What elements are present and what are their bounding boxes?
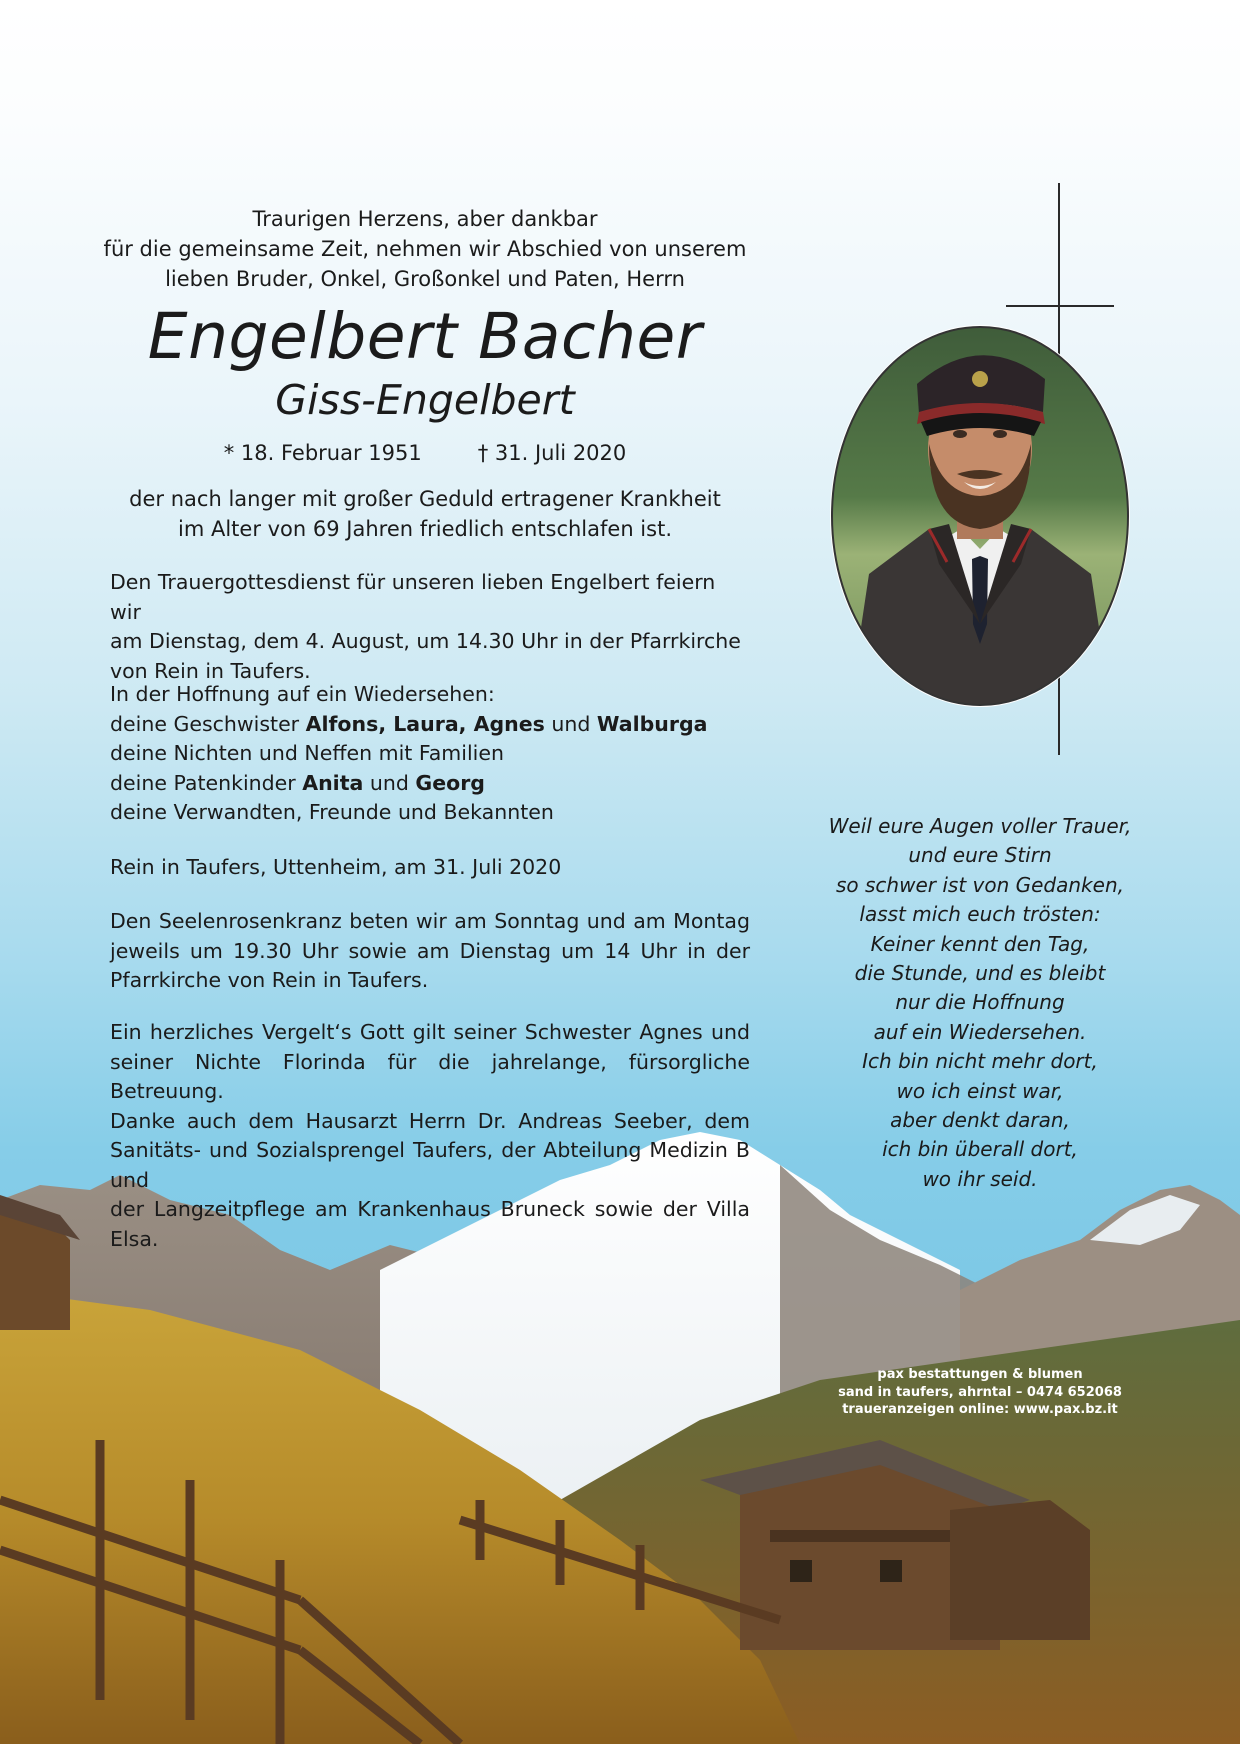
thanks-line: seiner Nichte Florinda für die jahrelange, fürsorgliche Betreuung.: [110, 1049, 750, 1103]
rosary-line: Den Seelenrosenkranz beten wir am Sonntag und am Montag: [110, 909, 750, 933]
service-paragraph: [110, 568, 750, 686]
poem-line: auf ein Wiedersehen.: [873, 1019, 1087, 1044]
and-word: und: [544, 711, 597, 736]
footer-company: pax bestattungen & blumen: [877, 1367, 1083, 1382]
thanks-line: der Langzeitpflege am Krankenhaus Bruneck sowie der Villa Elsa.: [110, 1197, 750, 1251]
thanks-line: Sanitäts- und Sozialsprengel Taufers, der Abteilung Medizin B und: [110, 1138, 750, 1192]
poem-line: die Stunde, und es bleibt: [854, 961, 1106, 986]
illness-text: [100, 484, 750, 544]
place-date-line: Rein in Taufers, Uttenheim, am 31. Juli 2020: [110, 855, 562, 879]
poem-line: Weil eure Augen voller Trauer,: [828, 814, 1132, 838]
intro-text: [100, 204, 750, 294]
poem-line: nur die Hoffnung: [895, 990, 1065, 1015]
poem-line: ich bin überall dort,: [882, 1137, 1078, 1162]
thanks-line: Ein herzliches Vergelt‘s Gott gilt seiner Schwester Agnes und: [110, 1020, 750, 1044]
mourners-relatives: deine Verwandten, Freunde und Bekannten: [110, 800, 554, 824]
poem: [800, 812, 1160, 1194]
poem-line: lasst mich euch trösten:: [859, 902, 1101, 927]
mourners-siblings: [110, 710, 750, 740]
place-date: [110, 853, 750, 883]
siblings-prefix: deine Geschwister: [110, 711, 306, 736]
rosary-line: jeweils um 19.30 Uhr sowie am Dienstag um 14 Uhr in der: [110, 938, 750, 963]
footer-address: sand in taufers, ahrntal – 0474 652068: [838, 1384, 1122, 1400]
mourners-nieces: deine Nichten und Neffen mit Familien: [110, 741, 504, 765]
intro-line: Traurigen Herzens, aber dankbar: [252, 207, 598, 231]
portrait-photo: [829, 324, 1131, 708]
illness-line: im Alter von 69 Jahren friedlich entschlafen ist.: [178, 517, 672, 541]
rosary-paragraph: [110, 907, 750, 996]
life-dates: [100, 438, 750, 468]
footer-online: traueranzeigen online: www.pax.bz.it: [842, 1402, 1118, 1417]
poem-line: Keiner kennt den Tag,: [870, 931, 1090, 956]
intro-line: lieben Bruder, Onkel, Großonkel und Paten, Herrn: [165, 267, 685, 291]
birth-date: * 18. Februar 1951: [223, 441, 422, 465]
poem-line: wo ich einst war,: [896, 1078, 1064, 1103]
poem-line: wo ihr seid.: [922, 1166, 1038, 1191]
poem-line: so schwer ist von Gedanken,: [836, 872, 1124, 897]
godchild-name: Anita: [302, 770, 364, 795]
illness-line: der nach langer mit großer Geduld ertragener Krankheit: [129, 487, 721, 511]
death-date: † 31. Juli 2020: [477, 441, 627, 465]
mourners-heading: In der Hoffnung auf ein Wiedersehen:: [110, 682, 495, 706]
poem-line: Ich bin nicht mehr dort,: [862, 1049, 1098, 1074]
thanks-paragraph: [110, 1018, 750, 1254]
siblings-names: Alfons, Laura, Agnes: [305, 711, 545, 736]
service-line: am Dienstag, dem 4. August, um 14.30 Uhr in der Pfarrkirche: [110, 629, 741, 653]
and-word: und: [363, 770, 416, 795]
cross-horizontal-line: [1006, 305, 1114, 307]
service-line: von Rein in Taufers.: [110, 658, 311, 683]
godchildren-prefix: deine Patenkinder: [110, 770, 303, 795]
mourners-paragraph: [110, 680, 750, 828]
poem-line: und eure Stirn: [908, 843, 1052, 868]
intro-line: für die gemeinsame Zeit, nehmen wir Abschied von unserem: [103, 237, 747, 261]
rosary-line: Pfarrkirche von Rein in Taufers.: [110, 968, 429, 992]
thanks-line: Danke auch dem Hausarzt Herrn Dr. Andreas Seeber, dem: [110, 1108, 750, 1133]
mourners-godchildren: [110, 769, 750, 799]
sibling-last: Walburga: [596, 711, 708, 736]
godchild-name: Georg: [415, 770, 485, 795]
poem-line: aber denkt daran,: [890, 1108, 1070, 1133]
funeral-home-footer: [820, 1366, 1140, 1419]
deceased-nickname: Giss-Engelbert: [275, 376, 575, 424]
deceased-name: Engelbert Bacher: [147, 300, 703, 373]
service-line: Den Trauergottesdienst für unseren lieben Engelbert feiern wir: [110, 570, 716, 624]
